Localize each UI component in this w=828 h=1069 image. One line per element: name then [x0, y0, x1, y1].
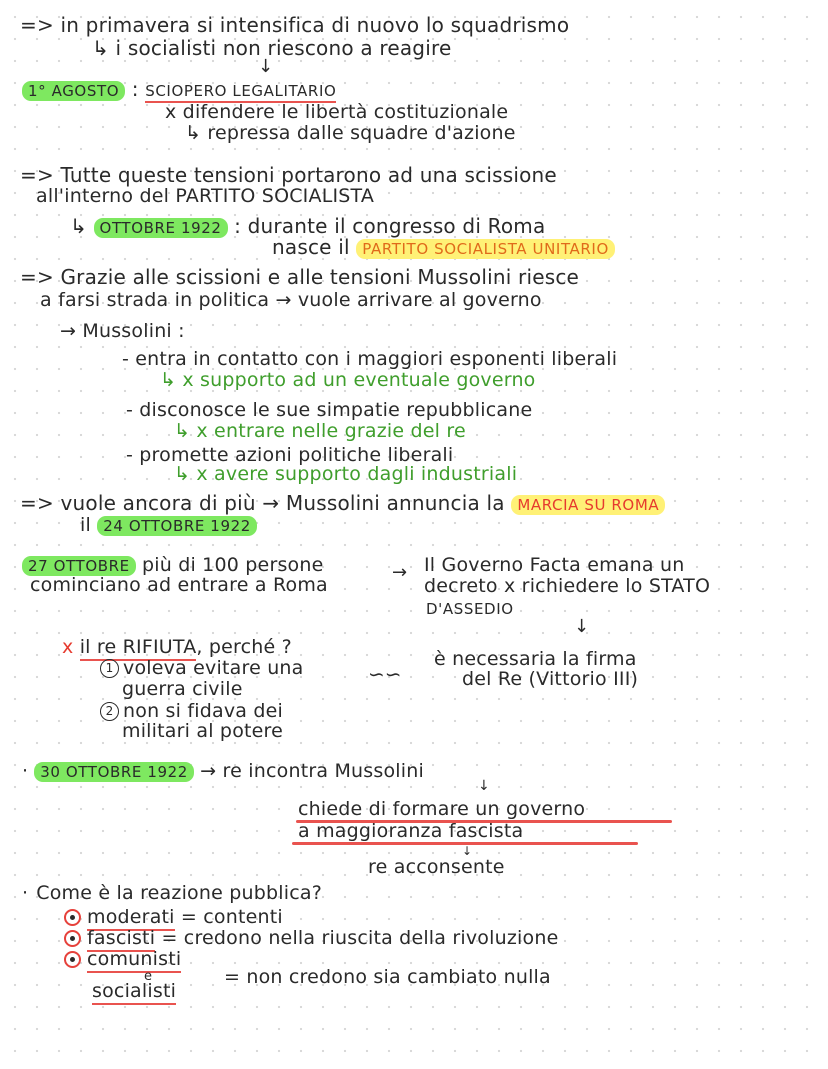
note-line: · 30 OTTOBRE 1922 → re incontra Mussolini — [22, 760, 424, 782]
note-text: chiede di formare un governo — [298, 798, 586, 820]
note-text: = non credono sia cambiato nulla — [224, 966, 551, 988]
note-line — [64, 906, 283, 928]
date-highlight: OTTOBRE 1922 — [94, 218, 228, 238]
down-arrow-icon: ↓ — [478, 778, 490, 794]
number-one-icon: 1 — [100, 659, 119, 678]
note-line — [22, 78, 336, 102]
note-text: vuole ancora di più — [60, 491, 256, 515]
note-text: moderati — [87, 906, 175, 931]
note-line — [20, 266, 579, 288]
note-text: comunisti — [87, 948, 181, 973]
note-text: x avere supporto dagli industriali — [196, 463, 518, 485]
note-text: socialisti — [92, 980, 176, 1005]
bullet-icon — [64, 909, 81, 926]
cross-icon: x — [62, 636, 74, 658]
note-line — [64, 948, 181, 970]
note-text: militari al potere — [122, 720, 284, 742]
note-text: più di 100 persone — [141, 554, 324, 576]
note-text: guerra civile — [122, 678, 243, 700]
note-text: non si fidava dei — [123, 700, 283, 722]
note-text: voleva evitare una — [123, 657, 304, 679]
list-item: - disconosce le sue simpatie repubblicane — [126, 399, 533, 421]
note-text: Tutte queste tensioni portarono ad una scissione — [60, 163, 557, 187]
bullet-icon — [64, 930, 81, 947]
squiggle-arrow-icon: ∽∽ — [368, 662, 402, 686]
implication-arrow: => — [20, 163, 54, 187]
note-text: Come è la reazione pubblica? — [36, 882, 322, 904]
right-arrow-icon: → — [262, 491, 280, 515]
bullet-icon — [64, 951, 81, 968]
note-line — [20, 492, 665, 516]
implication-arrow: => — [20, 491, 54, 515]
date-highlight: 1° AGOSTO — [22, 81, 125, 101]
right-arrow-icon: → — [275, 289, 292, 311]
note-line — [20, 14, 569, 36]
note-line — [60, 320, 185, 342]
sub-arrow-icon: ↳ — [160, 369, 177, 391]
right-arrow-icon: → — [60, 320, 77, 342]
note-text: vuole arrivare al governo — [297, 289, 542, 311]
note-text: il — [80, 514, 91, 536]
date-highlight: 27 OTTOBRE — [22, 556, 136, 576]
note-line — [100, 700, 283, 722]
note-text: x supporto ad un eventuale governo — [182, 369, 536, 391]
list-item-reason — [174, 420, 466, 442]
note-text: : durante il congresso di Roma — [234, 214, 546, 238]
right-arrow-icon: → — [392, 562, 408, 583]
sub-arrow-icon: ↳ — [92, 36, 109, 60]
list-item: - promette azioni politiche liberali — [126, 444, 454, 466]
party-highlight: PARTITO SOCIALISTA UNITARIO — [356, 239, 615, 259]
note-text: fascisti — [87, 927, 155, 952]
note-text: : — [131, 77, 139, 101]
note-text: e — [144, 969, 153, 984]
note-text: Grazie alle scissioni e alle tensioni Mussolini riesce — [60, 265, 580, 289]
note-text: i socialisti non riescono a reagire — [115, 36, 452, 60]
note-text: del Re (Vittorio III) — [462, 668, 639, 690]
note-text: a maggioranza fascista — [298, 820, 524, 842]
sub-arrow-icon: ↳ — [185, 122, 202, 144]
note-text: x entrare nelle grazie del re — [196, 420, 466, 442]
note-text: il re RIFIUTA — [80, 636, 197, 661]
note-text: è necessaria la firma — [434, 648, 637, 670]
note-text: Il Governo Facta emana un — [424, 554, 685, 576]
down-arrow-icon: ↓ — [574, 616, 590, 637]
note-line — [62, 636, 292, 658]
date-highlight: 30 OTTOBRE 1922 — [34, 762, 194, 782]
note-text: cominciano ad entrare a Roma — [30, 574, 328, 596]
list-item-reason — [174, 463, 517, 485]
sub-arrow-icon: ↳ — [174, 463, 191, 485]
note-line — [64, 927, 558, 949]
down-arrow-icon: ↓ — [258, 56, 274, 77]
note-line — [185, 122, 516, 144]
note-text: all'interno del PARTITO SOCIALISTA — [36, 185, 375, 207]
sub-arrow-icon: ↳ — [174, 420, 191, 442]
note-line — [20, 164, 557, 186]
sub-arrow-icon: ↳ — [70, 214, 87, 238]
note-text: , perché ? — [196, 636, 292, 658]
note-text: re incontra Mussolini — [222, 760, 424, 782]
marcia-highlight: MARCIA SU ROMA — [511, 495, 665, 515]
note-text: nasce il — [272, 235, 350, 259]
note-text: = contenti — [180, 906, 283, 928]
list-item-reason — [160, 369, 536, 391]
right-arrow-icon: → — [200, 760, 217, 782]
note-text: x difendere le libertà costituzionale — [165, 101, 509, 123]
note-text: repressa dalle squadre d'azione — [207, 122, 516, 144]
section-title: SCIOPERO LEGALITARIO — [145, 82, 336, 103]
number-two-icon: 2 — [100, 702, 119, 721]
note-line — [272, 236, 615, 260]
note-line — [40, 289, 542, 311]
note-text: = credono nella riuscita della rivoluzione — [161, 927, 559, 949]
note-text: in primavera si intensifica di nuovo lo squadrismo — [60, 13, 570, 37]
date-highlight: 24 OTTOBRE 1922 — [97, 516, 257, 536]
note-line — [92, 980, 176, 1002]
implication-arrow: => — [20, 265, 54, 289]
note-text: re acconsente — [368, 856, 505, 878]
note-line — [100, 657, 304, 679]
list-item: - entra in contatto con i maggiori esponenti liberali — [122, 348, 618, 370]
note-text: decreto x richiedere lo STATO — [424, 575, 711, 597]
note-line — [80, 514, 257, 537]
note-line: · Come è la reazione pubblica? — [22, 882, 322, 904]
note-text: Mussolini annuncia la — [285, 491, 505, 515]
note-text: Mussolini : — [82, 320, 185, 342]
note-text: a farsi strada in politica — [40, 289, 270, 311]
down-arrow-icon: ↓ — [462, 844, 473, 858]
note-text: D'ASSEDIO — [426, 600, 514, 618]
implication-arrow: => — [20, 13, 54, 37]
